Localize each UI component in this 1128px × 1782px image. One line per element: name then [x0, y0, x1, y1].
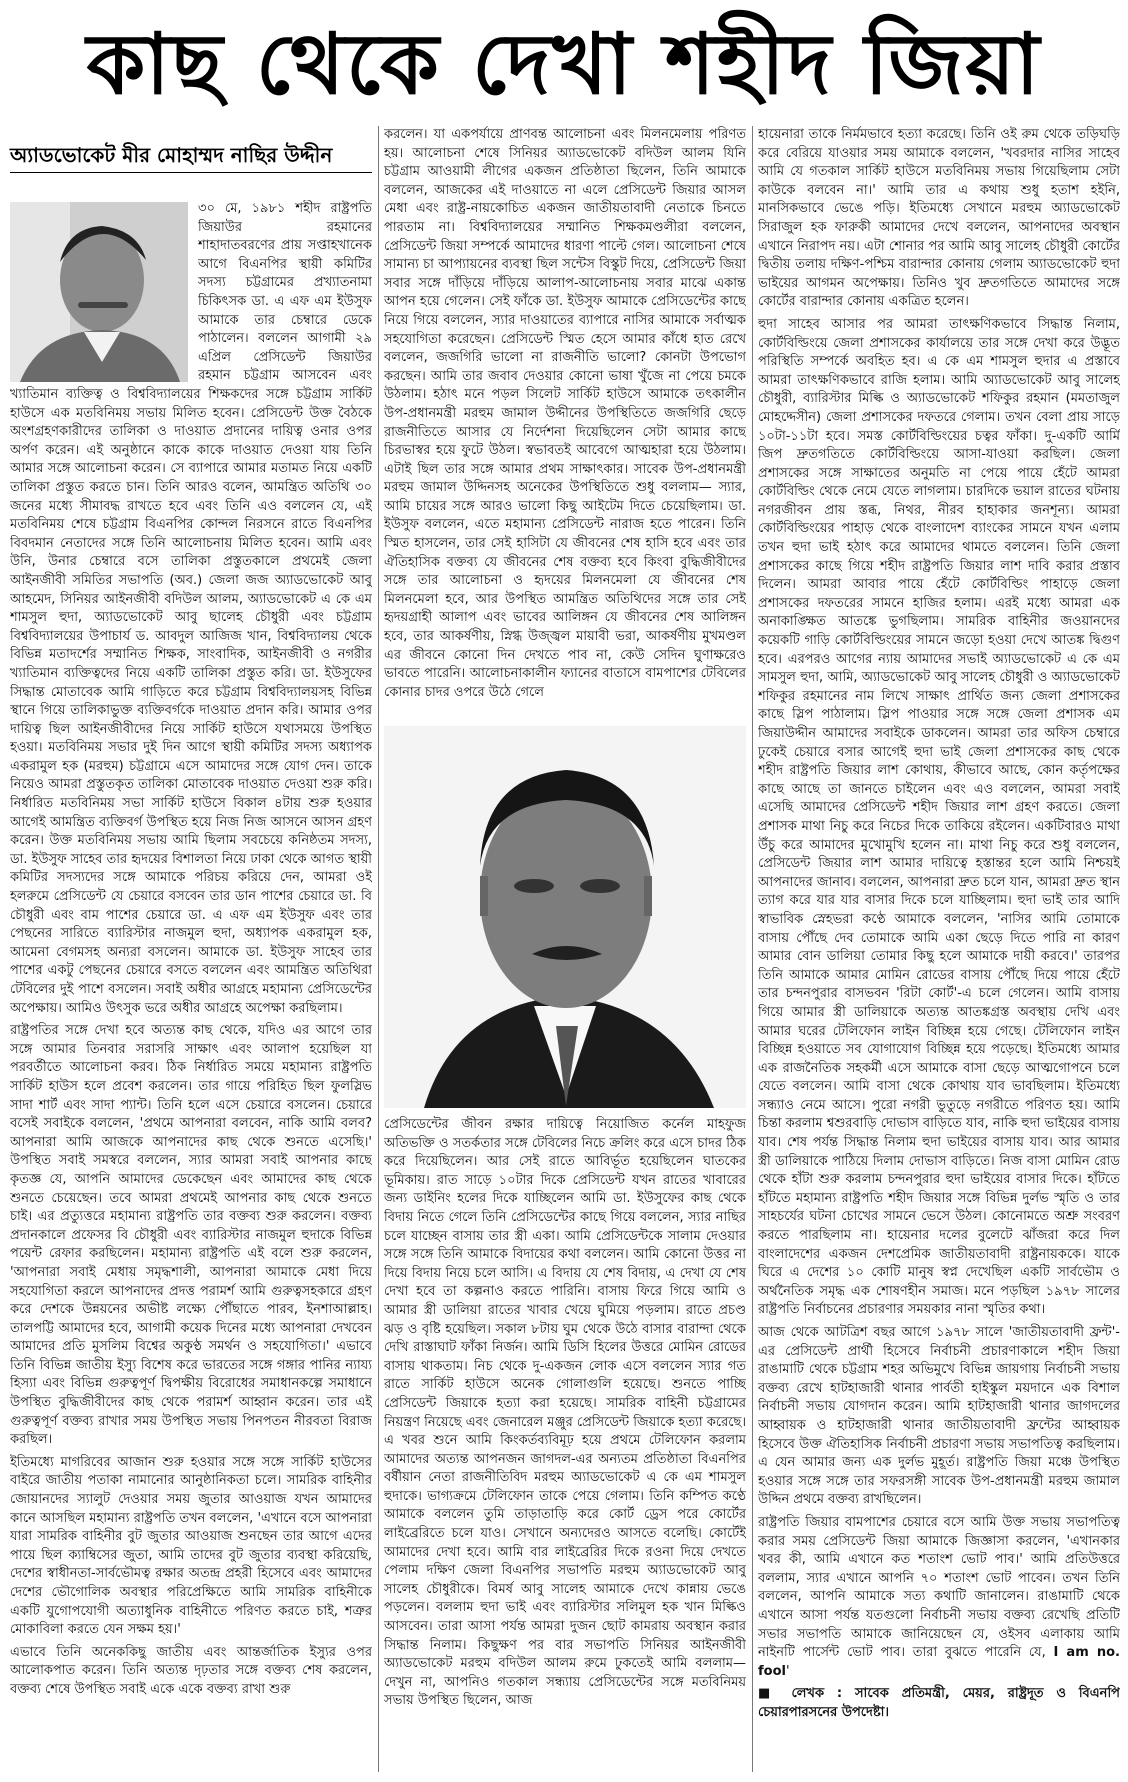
column-divider — [378, 126, 379, 1772]
article-column-2-bottom — [384, 1116, 746, 1772]
paragraph: এভাবে তিনি অনেককিছু জাতীয় এবং আন্তর্জাতিক ইস্যুর ওপর আলোকপাত করেন। তিনি অত্যন্ত দৃঢ়তার সঙ্গে বক্তব্য শেষ করলেন, বক্তব্য শেষে উপস্থিত সবাই একে একে বক্তব্য রাখা শুরু — [10, 1644, 372, 1697]
author-portrait — [10, 202, 188, 382]
president-photo — [384, 726, 746, 1108]
paragraph: প্রেসিডেন্টের জীবন রক্ষার দায়িত্বে নিয়োজিত কর্নেল মাহফুজ অতিভক্তি ও সতর্কতার সঙ্গে টেবিলের নিচে ক্রলিং করে এসে চাদর ঠিক করে দিয়েছিলেন। আর সেই রাতে আবির্ভূত হয়েছিলেন ঘাতকের ভূমিকায়। রাত সাড়ে ১০টার দিকে প্রেসিডেন্ট যখন রাতের খাবারের জন্য ডাইনিং হলের দিকে যাচ্ছিলেন আমি ডা. ইউসুফের কাছ থেকে বিদায় নিতে গেলে তিনি প্রেসিডেন্টের কাছে গিয়ে বললেন, স্যার নাছির চলে যাচ্ছেন বাসায় তার স্ত্রী একা। আমি প্রেসিডেন্টকে সালাম দেওয়ার সঙ্গে সঙ্গে তিনি আমাকে বিদায়ের কথা বললেন। আমি কোনো উত্তর না দিয়ে বিদায় নিয়ে চলে আসি। এ বিদায় যে শেষ বিদায়, এ দেখা যে শেষ দেখা হবে তা কল্পনাও করতে পারিনি। বাসায় ফিরে গিয়ে আমি ও আমার স্ত্রী ডালিয়া রাতের খাবার খেয়ে ঘুমিয়ে পড়লাম। রাতে প্রচণ্ড ঝড় ও বৃষ্টি হয়েছিল। সকাল ৮টায় ঘুম থেকে উঠে বাসার বারান্দা থেকে দেখি রাস্তাঘাট ফাঁকা নির্জন। আমি ডিসি হিলের উত্তরে মোমিন রোডের বাসায় থাকতাম। নিচ থেকে দু-একজন লোক এসে বললেন স্যার গত রাতে সার্কিট হাউসে অনেক গোলাগুলি হয়েছে। শুনতে পাচ্ছি প্রেসিডেন্ট জিয়াকে হত্যা করা হয়েছে। সামরিক বাহিনী চট্টগ্রামের নিয়ন্ত্রণ নিয়েছে এবং জেনারেল মঞ্জুর প্রেসিডেন্ট জিয়াকে হত্যা করেছে। এ খবর শুনে আমি কিংকর্তব্যবিমূঢ় হয়ে প্রথমে টেলিফোন করলাম আমাদের অত্যন্ত আপনজন জাগদল-এর অন্যতম প্রতিষ্ঠাতা বিএনপির বর্ষীয়ান নেতা রাজনীতিবিদ মরহুম অ্যাডভোকেট এ কে এম শামসুল হুদাকে। ভাগ্যক্রমে টেলিফোন তাকে পেয়ে গেলাম। তিনি কম্পিত কণ্ঠে আমাকে বললেন তুমি তাড়াতাড়ি করে কোর্ট ড্রেস পরে কোর্টের লাইব্রেরিতে চলে যাও। সেখানে অন্যদেরও আসতে বলেছি। কোর্টেই আমাদের দেখা হবে। আমি বার লাইব্রেরির দিকে রওনা দিয়ে দেখতে পেলাম দক্ষিণ জেলা বিএনপির সভাপতি মরহুম অ্যাডভোকেট আবু সালেহ চৌধুরীকে। বিমর্ষ আবু সালেহ আমাকে দেখে কান্নায় ভেঙে পড়লেন। বললাম হুদা ভাই এবং ব্যারিস্টার সলিমুল হক খান মিল্কিও আসবেন। তারা আসা পর্যন্ত আমরা দুজন ছোট কামরায় অবস্থান করার সিদ্ধান্ত নিলাম। কিছুক্ষণ পর বার সভাপতি সিনিয়র আইনজীবী অ্যাডভোকেট মরহুম বদিউল আলম রুমে ঢুকতেই আমি বললাম— দেখুন না, আপনিও গতকাল সন্ধ্যায় প্রেসিডেন্টের সঙ্গে মতবিনিময় সভায় উপস্থিত ছিলেন, আজ — [384, 1117, 746, 1709]
author-portrait-illustration — [10, 202, 188, 382]
paragraph: হায়েনারা তাকে নির্মমভাবে হত্যা করেছে। তিনি ওই রুম থেকে তড়িঘড়ি করে বেরিয়ে যাওয়ার সময় আমাকে বললেন, 'খবরদার নাসির সাহেব আমি যে গতকাল সার্কিট হাউসে মতবিনিময় সভায় গিয়েছিলাম সেটা কাউকে বলবেন না।' আমি তার এ কথায় শুধু হতাশ হইনি, মানসিকভাবে ভেঙে পড়ি। ইতিমধ্যে সেখানে মরহুম অ্যাডভোকেট সিরাজুল হক ফারুকী আমাদের দেখে বললেন, আপনাদের অবস্থান এখানে নিরাপদ নয়। এটা শোনার পর আমি আবু সালেহ চৌধুরী কোর্টের দ্বিতীয় তলায় দক্ষিণ-পশ্চিম বারান্দার কোনায় গেলাম অ্যাডভোকেট হুদা ভাইয়ের আগমন অপেক্ষায়। তিনিও খুব দ্রুতগতিতে আমাদের সঙ্গে কোর্টের বারান্দার কোনায় একত্রিত হলেন। — [758, 127, 1120, 310]
paragraph: রাষ্ট্রপতির সঙ্গে দেখা হবে অত্যন্ত কাছ থেকে, যদিও এর আগে তার সঙ্গে আমার তিনবার সরাসরি সাক্ষাৎ এবং আলাপ হয়েছিল যা পরবর্তীতে আলোচনা করব। ঠিক নির্ধারিত সময়ে মহামান্য রাষ্ট্রপতি সার্কিট হাউস হলে প্রবেশ করলেন। তার গায়ে পরিহিত ছিল ফুলস্লিভ সাদা শার্ট এবং সাদা প্যান্ট। তিনি হলে এসে চেয়ারে বসলেন। চেয়ারে বসেই সবাইকে বললেন, 'প্রথমে আপনারা বলবেন, নাকি আমি বলব? আপনারা আমি আজকে আপনাদের কাছ থেকে শুনতে এসেছি।' উপস্থিত সবাই সমস্বরে বললেন, স্যার আমরা সবাই আপনার কাছে কৃতজ্ঞ যে, আপনি আমাদের ডেকেছেন এবং আমাদের কাছ থেকে শুনতে চেয়েছেন। তবে আমরা প্রথমেই আপনার কাছ থেকে শুনতে চাই। এর প্রত্যুত্তরে মহামান্য রাষ্ট্রপতি তার বক্তব্য শুরু করলেন। বক্তব্য প্রদানকালে প্রফেসর বি চৌধুরী এবং ব্যারিস্টার নাজমুল হুদাকে বিভিন্ন পয়েন্ট রেফার করছিলেন। মহামান্য রাষ্ট্রপতি এই বলে শুরু করলেন, 'আপনারা সবাই মেধায় সমৃদ্ধশালী, আপনারা আমাকে মেধা দিয়ে সহযোগিতা করলে আপনাদের প্রদত্ত পরামর্শ আমি গুরুত্বসহকারে গ্রহণ করে দেশকে উন্নয়নের অভীষ্ট লক্ষ্যে পৌঁছাতে পারব, ইনশাআল্লাহ। তালপট্টি আমাদের হবে, আগামী কয়েক দিনের মধ্যে আপনারা দেখবেন আমাদের প্রতি মুসলিম বিশ্বের অকুণ্ঠ সমর্থন ও সহযোগিতা।' এভাবে তিনি বিভিন্ন জাতীয় ইস্যু বিশেষ করে ভারতের সঙ্গে গঙ্গার পানির ন্যায্য হিস্যা এবং বিভিন্ন গুরুত্বপূর্ণ দ্বিপক্ষীয় বিরোধের সমাধানকল্পে সমাধানে উপস্থিত বুদ্ধিজীবীদের কাছ থেকে পরামর্শ আহ্বান করেন। তার এই গুরুত্বপূর্ণ বক্তব্য রাখার সময় উপস্থিত সভায় পিনপতন নীরবতা বিরাজ করছিল। — [10, 1023, 372, 1448]
byline: অ্যাডভোকেট মীর মোহাম্মদ নাছির উদ্দীন — [10, 142, 372, 173]
paragraph: আজ থেকে আটত্রিশ বছর আগে ১৯৭৮ সালে 'জাতীয়তাবাদী ফ্রন্ট'-এর প্রেসিডেন্ট প্রার্থী হিসেবে নির্বাচনী প্রচারণাকালে শহীদ জিয়া রাঙামাটি থেকে চট্টগ্রাম শহর অভিমুখে বিভিন্ন জায়গায় নির্বাচনী সভায় বক্তব্য রেখে হাটহাজারী থানার পার্বতী হাইস্কুল ময়দানে এক বিশাল নির্বাচনী সভায় যোগদান করেন। আমি হাটহাজারী থানার জাগদলের আহ্বায়ক ও হাটহাজারী থানার জাতীয়তাবাদী ফ্রন্টের আহ্বায়ক হিসেবে উক্ত ঐতিহাসিক নির্বাচনী প্রচারণা সভায় সভাপতিত্ব করছিলাম। এ যেন আমার জন্য এক দুর্লভ মুহূর্ত। রাষ্ট্রপতি জিয়া মঞ্চে উপস্থিত হওয়ার সঙ্গে সঙ্গে তার সফরসঙ্গী সাবেক উপ-প্রধানমন্ত্রী মরহুম জামাল উদ্দিন প্রথমে বক্তব্য রাখছিলেন। — [758, 1325, 1120, 1508]
article-column-3 — [758, 126, 1120, 1772]
paragraph: খ্যাতিমান ব্যক্তিত্ব ও বিশ্ববিদ্যালয়ের শিক্ষকদের সঙ্গে চট্টগ্রাম সার্কিট হাউসে এক মতবিনিময় সভায় মিলিত হবেন। প্রেসিডেন্ট উক্ত বৈঠকে অংশগ্রহণকারীদের তালিকা ও দাওয়াত প্রদানের দায়িত্ব ওনার ওপর অর্পণ করেন। এই অনুষ্ঠানে কাকে কাকে দাওয়াত দেওয়া যায় তিনি আমার সঙ্গে আলোচনা করেন। সে ব্যাপারে আমার মতামত নিয়ে একটি তালিকা প্রস্তুত করতে চান। তিনি আরও বলেন, আমন্ত্রিত অতিথি ৩০ জনের মধ্যে সীমাবদ্ধ রাখতে হবে এবং তিনি এও বললেন যে, এই মতবিনিময় শেষে চট্টগ্রাম বিএনপির কোন্দল নিরসনে রাতে বিএনপির বিবদমান নেতাদের সঙ্গে তিনি আলোচনায় মিলিত হবেন। আমি এবং উনি, উনার চেম্বারে বসে তালিকা প্রস্তুতকালে প্রথমেই জেলা আইনজীবী সমিতির সভাপতি (অব.) জেলা জজ অ্যাডভোকেট আবু আহমেদ, সিনিয়র আইনজীবী বদিউল আলম, অ্যাডভোকেট এ কে এম শামসুল হুদা, অ্যাডভোকেট আবু ছালেহ চৌধুরী এবং চট্টগ্রাম বিশ্ববিদ্যালয়ের উপাচার্য ড. আবদুল আজিজ খান, বিশ্ববিদ্যালয় থেকে বিভিন্ন মতাদর্শের সম্মানিত শিক্ষক, সাংবাদিক, আইনজীবী ও নগরীর খ্যাতিমান ব্যক্তিত্বদের নিয়ে একটি তালিকা প্রস্তুত করি। ডা. ইউসুফের সিদ্ধান্ত মোতাবেক আমি গাড়িতে করে চট্টগ্রাম বিশ্ববিদ্যালয়সহ বিভিন্ন স্থানে গিয়ে তালিকাভুক্ত ব্যক্তিবর্গকে দাওয়াত প্রদান করি। আমার ওপর দায়িত্ব ছিল আইনজীবীদের নিয়ে সার্কিট হাউসে যথাসময়ে উপস্থিত হওয়া। মতবিনিময় সভার দুই দিন আগে স্থায়ী কমিটির সদস্য অধ্যাপক একরামুল হক (মরহুম) চট্টগ্রামে এসে আমাদের সঙ্গে যোগ দেন। তাকে নিয়েও আমরা প্রস্তুতকৃত তালিকা মোতাবেক দাওয়াত দেওয়া শুরু করি। নির্ধারিত মতবিনিময় সভা সার্কিট হাউসে বিকাল ৪টায় শুরু হওয়ার আগেই আমন্ত্রিত ব্যক্তিবর্গ উপস্থিত হয়ে নিজ নিজ আসনে আসন গ্রহণ করেন। উক্ত মতবিনিময় সভায় আমি ছিলাম সবচেয়ে কনিষ্ঠতম সদস্য, ডা. ইউসুফ সাহেব তার হৃদয়ের বিশালতা নিয়ে ঢাকা থেকে আগত স্থায়ী কমিটির সদস্যদের সঙ্গে আমাকে পরিচয় করিয়ে দেন, আমরা ওই হলরুমে প্রেসিডেন্ট যে চেয়ারে বসবেন তার ডান পাশের চেয়ারে ডা. বি চৌধুরী এবং বাম পাশের চেয়ারে ডা. এ এফ এম ইউসুফ এবং তার পেছনের সারিতে ব্যারিস্টার নাজমুল হুদা, অধ্যাপক একরামুল হক, আমেনা বেগমসহ অন্যরা বসলেন। আমাকে ডা. ইউসুফ সাহেব তার পাশের একটু পেছনের চেয়ারে বসতে বললেন এবং আমন্ত্রিত অতিথিরা টেবিলের দুই পাশে বসলেন। সবাই অধীর আগ্রহে মহামান্য প্রেসিডেন্টের অপেক্ষায়। আমিও উৎসুক ভরে অধীর আগ্রহে অপেক্ষা করছিলাম। — [10, 387, 372, 1016]
paragraph-text: রাষ্ট্রপতি জিয়ার বামপাশের চেয়ারে বসে আমি উক্ত সভায় সভাপতিত্ব করার সময় প্রেসিডেন্ট জিয়া আমাকে জিজ্ঞাসা করলেন, 'এখানকার খবর কী, আমি এখানে কত শতাংশ ভোট পাব।' আমি প্রতিউত্তরে বললাম, স্যার এখানে আপনি ৭০ শতাংশ ভোট পাবেন। তখন তিনি বললেন, আপনি আমাকে সত্য কথাটি জানালেন। রাঙামাটি থেকে এখানে আসা পর্যন্ত যতগুলো নির্বাচনী সভায় বক্তব্য রেখেছি প্রতিটি সভার সভাপতি আমাকে জানিয়েছেন যে, ওইসব এলাকায় আমি নাইনটি পার্সেন্ট ভোট পাব। তারা বুঝতে পারেনি যে, — [758, 1514, 1120, 1661]
article-column-1 — [10, 386, 372, 1772]
quote-end: ' — [785, 1663, 790, 1679]
paragraph-final — [758, 1514, 1120, 1681]
article-column-2-top — [384, 126, 746, 718]
english-quote: I am no. fool — [758, 1645, 1120, 1679]
article-intro — [198, 200, 372, 386]
headline: কাছ থেকে দেখা শহীদ জিয়া — [86, 14, 1042, 113]
intro-paragraph: ৩০ মে, ১৯৮১ শহীদ রাষ্ট্রপতি জিয়াউর রহমানের শাহাদাতবরণের প্রায় সপ্তাহখানেক আগে বিএনপির স্থায়ী কমিটির সদস্য চট্টগ্রামের প্রখ্যাতনামা চিকিৎসক ডা. এ এফ এম ইউসুফ আমাকে তার চেম্বারে ডেকে পাঠালেন। বললেন আগামী ২৯ এপ্রিল প্রেসিডেন্ট জিয়াউর রহমান চট্টগ্রাম আসবেন এবং — [198, 201, 372, 384]
paragraph: হুদা সাহেব আসার পর আমরা তাৎক্ষণিকভাবে সিদ্ধান্ত নিলাম, কোর্টবিল্ডিংয়ে জেলা প্রশাসকের কার্যালয়ে তার সঙ্গে দেখা করে উদ্ভূত পরিস্থিতি সম্পর্কে অবহিত হব। এ কে এম শামসুল হুদার এ প্রস্তাবে আমরা তাৎক্ষণিকভাবে রাজি হলাম। আমি অ্যাডভোকেট আবু সালেহ চৌধুরী, ব্যারিস্টার মিল্কি ও অ্যাডভোকেট শফিকুর রহমান (মমতাজুল মোহদ্দেসীন) জেলা প্রশাসকের দফতরে গেলাম। তখন বেলা প্রায় সাড়ে ১০টা-১১টা হবে। সমস্ত কোর্টবিল্ডিংয়ের চত্বর ফাঁকা। দু-একটি আর্মি জিপ দ্রুতগতিতে কোর্টবিল্ডিংয়ে আসা-যাওয়া করছিল। জেলা প্রশাসকের সঙ্গে সাক্ষাতের অনুমতি না পেয়ে পায়ে হেঁটে আমরা কোর্টবিল্ডিং থেকে নেমে যেতে লাগলাম। চারদিকে ভয়াল রাতের ঘটনায় নগরজীবন প্রায় স্তব্ধ, নিথর, নীরব হাহাকার জনশূন্য। আমরা কোর্টবিল্ডিংয়ের পাহাড় থেকে বাংলাদেশ ব্যাংকের সামনে যখন এলাম তখন হুদা ভাই হঠাৎ করে আমাদের থামতে বললেন। তিনি জেলা প্রশাসকের কাছে গিয়ে শহীদ রাষ্ট্রপতি জিয়ার লাশ দাবি করার প্রস্তাব দিলেন। আমরা আবার পায়ে হেঁটে কোর্টবিল্ডিং পাহাড়ে জেলা প্রশাসকের দফতরের সামনে হাজির হলাম। এরই মধ্যে আমরা এক অনাকাঙ্ক্ষিত আতঙ্কে ভুগছিলাম। সামরিক বাহিনীর জওয়ানদের কয়েকটি গাড়ি কোর্টবিল্ডিংয়ের সামনে জড়ো হওয়া দেখে আতঙ্ক দ্বিগুণ হবে। এরপরও আগের ন্যায় আমাদের সভাই অ্যাডভোকেট এ কে এম সামসুল হুদা, আমি, অ্যাডভোকেট আবু সালেহ চৌধুরী ও অ্যাডভোকেট শফিকুর রহমানের নাম লিখে সাক্ষাৎ প্রার্থিত জন্য জেলা প্রশাসকের কাছে স্লিপ পাঠালাম। স্লিপ পাওয়ার সঙ্গে সঙ্গে জেলা প্রশাসক এম জিয়াউদ্দীন আমাদের সবাইকে ডাকলেন। আমরা তার অফিস চেম্বারে ঢুকেই চেয়ারে বসার আগেই হুদা ভাই জেলা প্রশাসকের কাছ থেকে শহীদ রাষ্ট্রপতি জিয়ার লাশ কোথায়, কীভাবে আছে, কোন কর্তৃপক্ষের কাছে আছে তা জানতে চাইলেন এবং এও বললেন, আমরা সবাই এসেছি আমাদের প্রেসিডেন্ট শহীদ জিয়ার লাশ গ্রহণ করতে। জেলা প্রশাসক মাথা নিচু করে নিচের দিকে তাকিয়ে রইলেন। একটিবারও মাথা উঁচু করে আমাদের মুখোমুখি হলেন না। মাথা নিচু করে শুধু বললেন, প্রেসিডেন্ট জিয়ার লাশ আমার দায়িত্বে হস্তান্তর হলে আমি নিশ্চয়ই আপনাদের জানাব। বললেন, আপনারা দ্রুত চলে যান, আমরা দ্রুত স্থান ত্যাগ করে যার যার বাসার দিকে চলে যাচ্ছিলাম। হুদা ভাই তার আদি স্বাভাবিক স্নেহভরা কণ্ঠে আমাকে বললেন, 'নাসির আমি তোমাকে বাসায় পৌঁছে দেব তোমাকে আমি একা ছেড়ে দিতে পারি না কারণ আমার বোন ডালিয়া তোমার কিছু হলে আমাকে দায়ী করবে।' তারপর তিনি আমাকে আমার মোমিন রোডের বাসায় পৌঁছে দিয়ে পায়ে হেঁটে তার চন্দনপুরার বাসভবন 'রিটা কোর্ট'-এ চলে গেলেন। আমি বাসায় গিয়ে আমার স্ত্রী ডালিয়াকে অত্যন্ত আতঙ্কগ্রস্ত অবস্থায় দেখি এবং আমার ঘরের টেলিফোন লাইন বিচ্ছিন্ন হয়ে গেছে। টেলিফোন লাইন বিচ্ছিন্ন হওয়াতে সব যোগাযোগ বিচ্ছিন্ন হয়ে পড়েছে। ইতিমধ্যে আমার এক রাজনৈতিক সহকর্মী এসে আমাকে বাসা ছেড়ে আত্মগোপনে চলে যেতে বললেন। আমি বাসা থেকে কোথায় যাব ভাবছিলাম। ইতিমধ্যে সন্ধ্যাও নেমে আসে। পুরো নগরী ভুতুড়ে নগরীতে পরিণত হয়। আমি চিন্তা করলাম শ্বশুরবাড়ি দোভাস বাড়িতে যাব, নাকি হুদা ভাইয়ের বাসায় যাব। শেষ পর্যন্ত সিদ্ধান্ত নিলাম হুদা ভাইয়ের বাসায় যাব। আর আমার স্ত্রী ডালিয়াকে পাঠিয়ে দিলাম দোভাস বাড়িতে। নিজ বাসা মোমিন রোড থেকে হাঁটা শুরু করলাম চন্দনপুরার হুদা ভাইয়ের বাসার দিকে। হাঁটতে হাঁটতে মহামান্য রাষ্ট্রপতি শহীদ জিয়ার সঙ্গে বিভিন্ন দুর্লভ স্মৃতি ও তার সাহচর্যের ঘটনা চোখের সামনে ভেসে উঠল। কোনোমতে অশ্রু সংবরণ করতে পারছিলাম না। হায়েনার দলের বুলেটে ঝাঁজরা করে দিল বাংলাদেশের একজন দেশপ্রেমিক জাতীয়তাবাদী রাষ্ট্রনায়ককে। যাকে ঘিরে এ দেশের ১০ কোটি মানুষ স্বপ্ন দেখেছিল একটি সার্বভৌম ও অর্থনৈতিক সমৃদ্ধ এক শোষণহীন সমাজ। মনে পড়ছিল ১৯৭৮ সালের রাষ্ট্রপতি নির্বাচনের প্রচারণার সময়কার নানা স্মৃতির কথা। — [758, 316, 1120, 1318]
column-divider — [752, 126, 753, 1772]
paragraph: করলেন। যা একপর্যায়ে প্রাণবন্ত আলোচনা এবং মিলনমেলায় পরিণত হয়। আলোচনা শেষে সিনিয়র অ্যাডভোকেট বদিউল আলম যিনি চট্টগ্রাম আওয়ামী লীগের একজন প্রতিষ্ঠাতা ছিলেন, তিনি আমাকে বললেন, আজকের এই দাওয়াতে না এলে প্রেসিডেন্ট জিয়ার আসল মেধা এবং রাষ্ট্র-নায়কোচিত একজন জাতীয়তাবাদী নেতাকে চিনতে পারতাম না। বিশ্ববিদ্যালয়ের সম্মানিত শিক্ষকমণ্ডলীরা বললেন, প্রেসিডেন্ট জিয়া সম্পর্কে আমাদের ধারণা পাল্টে গেল। আলোচনা শেষে সামান্য চা আপ্যায়নের ব্যবস্থা ছিল সন্টেস বিস্কুট দিয়ে, প্রেসিডেন্ট জিয়া সবার সঙ্গে দাঁড়িয়ে দাঁড়িয়ে আলাপ-আলোচনায় সবার মাঝে একান্ত আপন হয়ে গেলেন। সেই ফাঁকে ডা. ইউসুফ আমাকে প্রেসিডেন্টের কাছে নিয়ে গিয়ে বললেন, স্যার দাওয়াতের ব্যাপারে নাসির আমাকে সর্বাত্মক সহযোগিতা করেছেন। প্রেসিডেন্ট স্মিত হেসে আমার কাঁধে হাত রেখে বললেন, জজগিরি ভালো না রাজনীতি ভালো? কোনটা উপভোগ করছেন। আমি তার জবাব দেওয়ার কোনো ভাষা খুঁজে না পেয়ে চমকে উঠলাম। হঠাৎ মনে পড়ল সিলেট সার্কিট হাউসে আমাকে তৎকালীন উপ-প্রধানমন্ত্রী মরহুম জামাল উদ্দীনের উপস্থিতিতে জজগিরি ছেড়ে রাজনীতিতে আসার যে নির্দেশনা দিয়েছিলেন সেটা আমার কাছে চিরভাস্বর হয়ে ফুটে উঠল। স্বভাবতই আবেগে আত্মহারা হয়ে উঠলাম। এটাই ছিল তার সঙ্গে আমার প্রথম সাক্ষাৎকার। সাবেক উপ-প্রধানমন্ত্রী মরহুম জামাল উদ্দিনসহ অনেকের উপস্থিতিতে শুধু বললাম— স্যার, আমি চায়ের সঙ্গে আরও ভালো কিছু আইটেম দিতে চেয়েছিলাম। ডা. ইউসুফ বললেন, এতে মহামান্য প্রেসিডেন্ট নারাজ হতে পারেন। তিনি স্মিত হাসলেন, তার সেই হাসিটা যে জীবনের শেষ হাসি হবে এবং তার ঐতিহাসিক বক্তব্য যে জীবনের শেষ বক্তব্য হবে কিংবা বুদ্ধিজীবীদের সঙ্গে তার আলোচনা ও হৃদয়ের মিলনমেলা যে জীবনের শেষ মিলনমেলা হবে, আর উপস্থিত আমন্ত্রিত অতিথিদের সঙ্গে তার সেই হৃদয়গ্রাহী আলাপ এবং ভাবের আলিঙ্গন যে জীবনের শেষ আলিঙ্গন হবে, তার আকর্ষণীয়, স্নিগ্ধ উজ্জ্বল মায়াবী ভরা, আকর্ষণীয় মুখমণ্ডল এর জীবনে কোনো দিন দেখতে পাব না, কেউ সেদিন ঘুণাক্ষরেও ভাবতে পারেনি। আলোচনাকালীন ফ্যানের বাতাসে বামপাশের টেবিলের কোনার চাদর ওপরে উঠে গেলে — [384, 127, 746, 700]
author-footnote: ■ লেখক : সাবেক প্রতিমন্ত্রী, মেয়র, রাষ্ট্রদূত ও বিএনপি চেয়ারপারসনের উপদেষ্টা। — [758, 1686, 1120, 1720]
paragraph: ইতিমধ্যে মাগরিবের আজান শুরু হওয়ার সঙ্গে সঙ্গে সার্কিট হাউসের বাইরে জাতীয় পতাকা নামানোর আনুষ্ঠানিকতা চলে। সামরিক বাহিনীর জোয়ানদের স্যালুট দেওয়ার সময় জুতার আওয়াজ যখন আমাদের কানে আসছিল মহামান্য রাষ্ট্রপতি তখন বললেন, 'এখানে বসে আপনারা যারা সামরিক বাহিনীর বুট জুতার আওয়াজ শুনছেন তার আগে এদের পায়ে ছিল ক্যাম্বিসের জুতা, আমি তাদের বুট জুতার ব্যবস্থা করিয়েছি, দেশের স্বাধীনতা-সার্বভৌমত্ব রক্ষার অতন্দ্র প্রহরী হিসেবে এবং আমাদের দেশের ভৌগোলিক অবস্থার পরিপ্রেক্ষিতে আমি সামরিক বাহিনীকে একটি যুগোপযোগী অত্যাধুনিক বাহিনীতে পরিণত করতে চাই, শত্রুর মোকাবিলা করতে যেন সক্ষম হয়।' — [10, 1454, 372, 1638]
president-photo-illustration — [384, 726, 746, 1108]
